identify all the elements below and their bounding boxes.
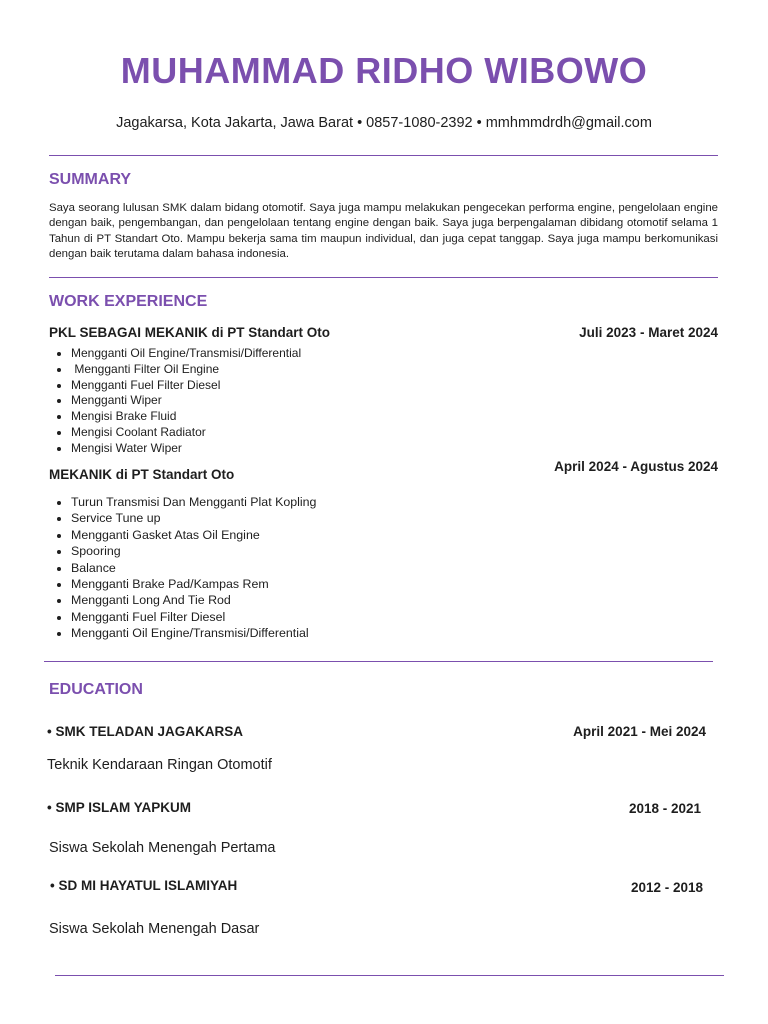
education-program: Teknik Kendaraan Ringan Otomotif	[47, 757, 272, 773]
job-task-list	[49, 494, 449, 642]
job-title: PKL SEBAGAI MEKANIK di PT Standart Oto	[49, 325, 331, 340]
job-task: • Mengisi Brake Fluid	[71, 409, 449, 425]
education-school: • SMP ISLAM YAPKUM	[47, 800, 192, 815]
job-task: • Balance	[71, 560, 449, 576]
job-task: • Mengganti Wiper	[71, 393, 449, 409]
job-task: • Mengganti Gasket Atas Oil Engine	[71, 527, 449, 543]
education-school: • SD MI HAYATUL ISLAMIYAH	[50, 878, 238, 893]
job-task: • Mengisi Water Wiper	[71, 441, 449, 457]
job-task: • Mengisi Coolant Radiator	[71, 425, 449, 441]
divider	[55, 975, 724, 976]
job-task: • Mengganti Oil Engine/Transmisi/Differential	[71, 625, 449, 641]
job-title: MEKANIK di PT Standart Oto	[49, 467, 235, 482]
job-task: • Mengganti Fuel Filter Diesel	[71, 378, 449, 394]
work-experience-heading: WORK EXPERIENCE	[49, 293, 208, 310]
job-task: • Mengganti Long And Tie Rod	[71, 592, 449, 608]
divider	[49, 277, 718, 278]
job-task: • Turun Transmisi Dan Mengganti Plat Kopling	[71, 494, 449, 510]
summary-text: Saya seorang lulusan SMK dalam bidang otomotif. Saya juga mampu melakukan pengecekan performa engine, pengelolaan engine dengan baik, pengembangan, dan pengelolaan tentang engine dengan baik. Saya juga berpengalaman dibidang otomotif selama 1 Tahun di PT Standart Oto. Mampu bekerja sama tim maupun individual, dan juga cepat tanggap. Saya juga mampu berkomunikasi dengan baik terutama dalam bahasa indonesia.	[49, 202, 718, 260]
education-date: 2018 - 2021	[628, 801, 701, 816]
divider	[49, 155, 718, 156]
divider	[44, 661, 713, 662]
candidate-name: MUHAMMAD RIDHO WIBOWO	[120, 50, 648, 91]
job-task: • Mengganti Fuel Filter Diesel	[71, 609, 449, 625]
education-school: • SMK TELADAN JAGAKARSA	[47, 724, 243, 739]
job-date: April 2024 - Agustus 2024	[554, 459, 718, 474]
job-task: • Mengganti Filter Oil Engine	[71, 362, 449, 378]
education-heading: EDUCATION	[49, 681, 143, 698]
job-task: • Service Tune up	[71, 510, 449, 526]
job-task: • Mengganti Brake Pad/Kampas Rem	[71, 576, 449, 592]
education-date: 2012 - 2018	[630, 880, 703, 895]
job-date: Juli 2023 - Maret 2024	[579, 325, 718, 340]
job-task-list	[49, 346, 449, 457]
education-program: Siswa Sekolah Menengah Pertama	[49, 840, 276, 856]
education-program: Siswa Sekolah Menengah Dasar	[49, 921, 260, 937]
job-task: • Spooring	[71, 543, 449, 559]
education-date: April 2021 - Mei 2024	[573, 724, 706, 739]
contact-info: Jagakarsa, Kota Jakarta, Jawa Barat • 0857-1080-2392 • mmhmmdrdh@gmail.com	[116, 115, 652, 131]
job-task: • Mengganti Oil Engine/Transmisi/Differential	[71, 346, 449, 362]
summary-heading: SUMMARY	[49, 171, 132, 188]
